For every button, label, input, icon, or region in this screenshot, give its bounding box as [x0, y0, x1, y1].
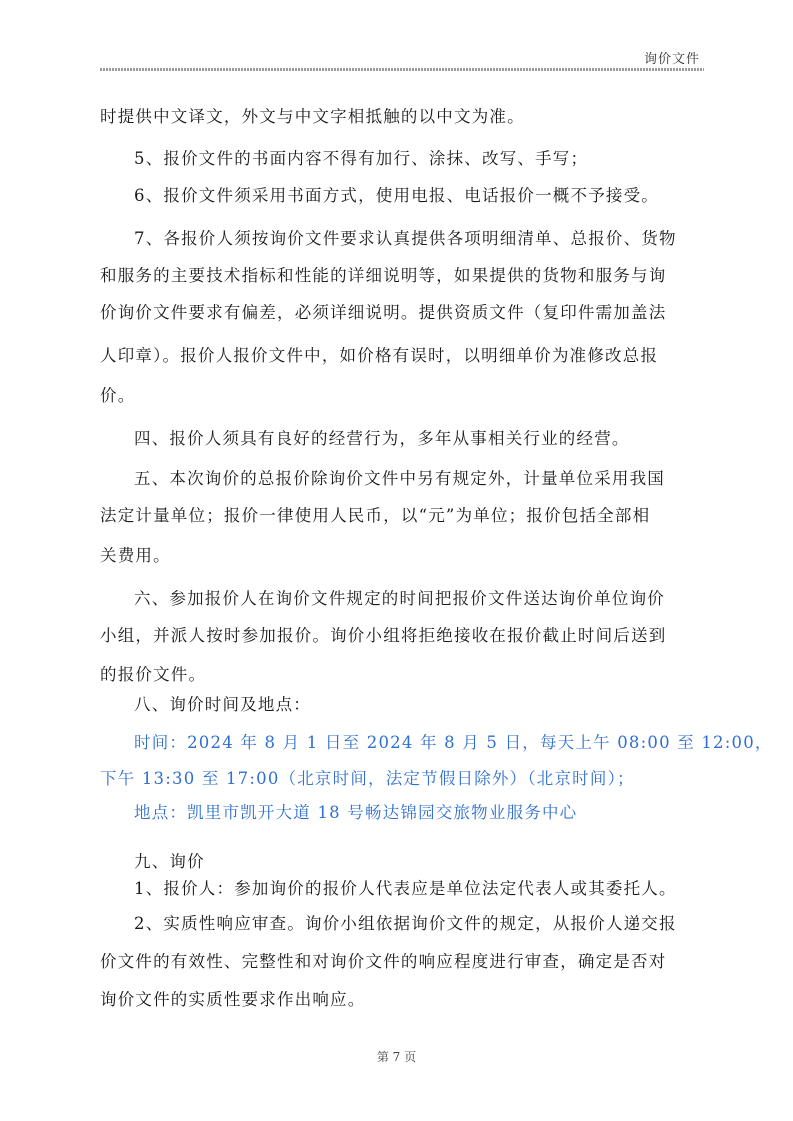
- paragraph-line: 六、参加报价人在询价文件规定的时间把报价文件送达询价单位询价: [134, 589, 665, 608]
- paragraph-line: 法定计量单位；报价一律使用人民币，以“元”为单位；报价包括全部相: [100, 506, 651, 525]
- section-heading: 九、询价: [134, 852, 205, 871]
- paragraph-line: 五、本次询价的总报价除询价文件中另有规定外，计量单位采用我国: [134, 469, 665, 488]
- paragraph-line: 时提供中文译文，外文与中文字相抵触的以中文为准。: [100, 107, 525, 126]
- page-number: 第 7 页: [376, 1050, 417, 1064]
- paragraph-line: 5、报价文件的书面内容不得有加行、涂抹、改写、手写；: [134, 149, 589, 168]
- paragraph-line: 的报价文件。: [100, 665, 207, 684]
- paragraph-line: 1、报价人：参加询价的报价人代表应是单位法定代表人或其委托人。: [134, 879, 677, 898]
- paragraph-line: 7、各报价人须按询价文件要求认真提供各项明细清单、总报价、货物: [134, 229, 677, 248]
- paragraph-line: 和服务的主要技术指标和性能的详细说明等，如果提供的货物和服务与询: [100, 266, 667, 285]
- inquiry-time-line: 下午 13:30 至 17:00（北京时间，法定节假日除外）（北京时间）；: [100, 769, 635, 788]
- paragraph-line: 四、报价人须具有良好的经营行为，多年从事相关行业的经营。: [134, 429, 630, 448]
- paragraph-line: 询价文件的实质性要求作出响应。: [100, 990, 366, 1009]
- paragraph-line: 价。: [100, 386, 136, 405]
- paragraph-line: 价询价文件要求有偏差，必须详细说明。提供资质文件（复印件需加盖法: [100, 303, 667, 322]
- paragraph-line: 小组，并派人按时参加报价。询价小组将拒绝接收在报价截止时间后送到: [100, 626, 667, 645]
- paragraph-line: 价文件的有效性、完整性和对询价文件的响应程度进行审查，确定是否对: [100, 952, 667, 971]
- section-heading: 八、询价时间及地点：: [134, 695, 311, 714]
- paragraph-line: 6、报价文件须采用书面方式，使用电报、电话报价一概不予接受。: [134, 186, 659, 205]
- page-header-title: 询价文件: [643, 52, 700, 67]
- paragraph-line: 关费用。: [100, 546, 171, 565]
- paragraph-line: 人印章）。报价人报价文件中，如价格有误时，以明细单价为准修改总报: [100, 346, 659, 365]
- inquiry-time-line: 时间：2024 年 8 月 1 日至 2024 年 8 月 5 日，每天上午 08:00 至 12:00，: [134, 733, 773, 752]
- header-divider: [100, 68, 704, 71]
- inquiry-location-line: 地点：凯里市凯开大道 18 号畅达锦园交旅物业服务中心: [134, 803, 578, 822]
- paragraph-line: 2、实质性响应审查。询价小组依据询价文件的规定，从报价人递交报: [134, 914, 677, 933]
